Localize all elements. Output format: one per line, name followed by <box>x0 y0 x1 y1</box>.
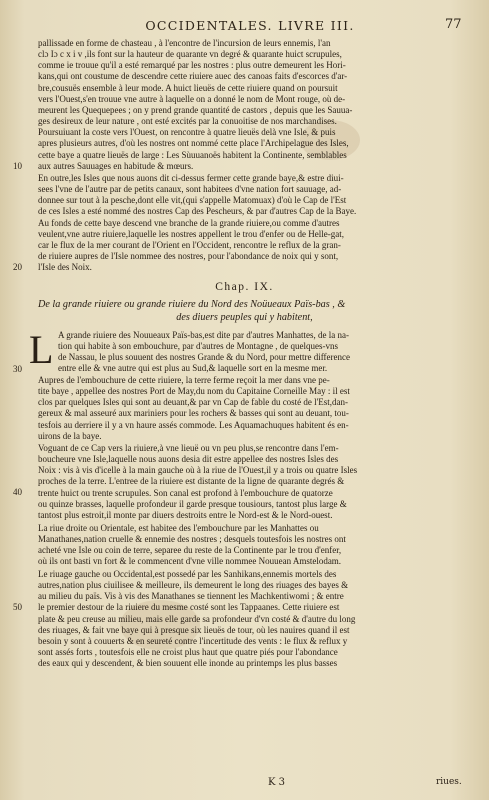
drop-cap-initial: L <box>29 327 54 372</box>
text-line: où ils ont basti vn fort & le commencent d'vne ville nommee Nouuean Amstelodam. <box>38 556 342 567</box>
text-line: entre elle & vne autre qui est plus au Sud,& laquelle sort en la mesme mer. <box>58 363 328 374</box>
text-line: tesfois au derriere il y a vn haure assés commode. Les Aquamachuques habitent és en- <box>38 419 349 430</box>
text-line: de riuiere aupres de l'Isle nommee des nostres, pour l'abondance de noix qui y sont, <box>38 251 339 262</box>
paragraph-block1 <box>38 38 470 172</box>
text-line: de Nassau, le plus souuent des nostres Grande & du Nord, pour mettre difference <box>58 352 351 363</box>
text-line: La riue droite ou Orientale, est habitee des l'embouchure par les Manhattes ou <box>38 523 319 533</box>
text-line: autres,nation plus ciuilisee & meilleure, ils demeurent le long des riuages des bayes & <box>38 580 349 591</box>
chapter-heading: Chap. IX. <box>215 281 274 293</box>
text-line: vers l'Ouest,s'en trouue vne autre à laquelle on a donné le nom de Mont rouge, où de- <box>38 93 346 104</box>
text-line: cette baye a quatre lieuës de large : Les Sùuuanoës habitent la Continente, semblables <box>38 149 347 160</box>
text-line: comme ie trouue qu'il a esté remarqué par les nostres : plus outre demeurent les Hori- <box>38 60 346 71</box>
text-line: A grande riuiere des Nouueaux Païs-bas,est dite par d'autres Manhattes, de la na- <box>58 330 350 340</box>
page-number: 77 <box>445 17 462 32</box>
text-line: donnee sur tout à la pesche,dont elle vit,(qui s'appelle Matomuax) d'où le Cap de l'Est <box>38 195 347 206</box>
margin-line-number: 50 <box>13 602 22 612</box>
text-line: plate & peu creuse au milieu, mais elle garde sa profondeur d'vn costé & d'autre du long <box>38 613 356 624</box>
text-line: meurent les Quequepees ; on y prend grande quantité de castors , depuis que les Sauua- <box>38 104 353 115</box>
text-line: clɔ Iɔ c x i v ,ils font sur la hauteur de quarante vn degré & quarante huict scrupules, <box>38 49 342 60</box>
text-line: gereux & mal asseuré aux mariniers pour les rochers & basses qui sont au deuant, tou- <box>38 408 349 419</box>
text-line: sees l'vne de l'autre par de petits canaux, sont habitees d'vne nation fort sauuage, ad- <box>38 184 342 195</box>
text-line: uirons de la baye. <box>38 430 102 441</box>
text-line: En outre,les Isles que nous auons dit ci-dessus fermer cette grande baye,& estre diui- <box>38 173 344 183</box>
text-line: le premier destour de la riuiere du mesme costé sont les Tappaanes. Cette riuiere est <box>38 602 340 613</box>
text-line: l'Isle des Noix. <box>38 262 92 273</box>
text-line: pallissade en forme de chasteau , à l'encontre de l'incursion de leurs ennemis, l'an <box>38 38 331 48</box>
margin-line-number: 30 <box>13 364 22 374</box>
text-line: clos par quelques Isles qui sont au deuant,& par vn Cap de fable du costé de l'Est,dan- <box>38 397 349 408</box>
margin-line-number: 20 <box>13 262 22 272</box>
text-line: boucheure vne Isle,laquelle nous auons desia dit estre appellee des nostres Isles des <box>38 454 339 465</box>
text-line: besoin y sont à couuerts & en seureté contre l'incertitude des vents : le flux & reflux y <box>38 635 348 646</box>
text-line: de ces Isles a esté nommé des nostres Cap des Pescheurs, & par d'autres Cap de la Baye. <box>38 206 357 217</box>
paragraph-block5 <box>38 443 470 521</box>
paragraph-block6 <box>38 523 470 568</box>
text-line: kans,qui ont coustume de descendre cette riuiere auec des canoas faits d'escorces d'ar- <box>38 71 348 82</box>
text-line: aux autres Sauuages en habitude & mœurs. <box>38 160 194 171</box>
text-line: Voguant de ce Cap vers la riuiere,à vne lieuë ou vn peu plus,se rencontre dans l'em- <box>38 443 339 453</box>
text-line: proches de la terre. L'entree de la riuiere est distante de la ligne de quarante degrés & <box>38 476 345 487</box>
text-line: tite baye , appellee des nostres Port de May,du nom du Capitaine Corneille May : il est <box>38 386 350 397</box>
paragraph-block3 <box>58 330 470 375</box>
text-line: au milieu du païs. Vis à vis des Manathanes se tiennent les Machkentiwomi ; & entre <box>38 591 344 602</box>
chapter-subtitle-line2: des diuers peuples qui y habitent, <box>176 312 313 323</box>
text-line: acheté vne Isle ou coin de terre, separee du reste de la Continente par le trou d'enfer, <box>38 545 342 556</box>
chapter-subtitle-line1: De la grande riuiere ou grande riuiere du Nord des Noüueaux Païs-bas , & <box>38 299 346 310</box>
text-line: Poursuiuant la coste vers l'Ouest, on rencontre à quatre lieuës delà vne Isle, & puis <box>38 127 336 138</box>
text-line: Au fonds de cette baye descend vne branche de la grande riuiere,ou comme d'autres <box>38 217 340 228</box>
signature-mark: K 3 <box>268 777 286 788</box>
text-line: car le flux de la mer courant de l'Orient en l'Occident, rencontre le reflux de la gran- <box>38 239 341 250</box>
text-line: des eaux qui y descendent, & bien souuent elle inonde au printemps les plus basses <box>38 658 338 669</box>
text-line: bre,cousuës ensemble à leur mode. A huict lieuës de cette riuiere quand on poursuit <box>38 82 338 93</box>
text-line: sont assés forts , toutesfois elle ne croist plus haut que quatre piés pour l'abondance <box>38 647 338 658</box>
margin-line-number: 10 <box>13 161 22 171</box>
text-line: Noix : vis à vis d'icelle à la main gauche où à la riue de l'Ouest,il y a trois ou quatre Isles <box>38 465 358 476</box>
paragraph-block7 <box>38 569 470 669</box>
catchword: riues. <box>436 777 462 787</box>
text-line: Le riuage gauche ou Occidental,est possedé par les Sanhikans,ennemis mortels des <box>38 569 337 579</box>
text-line: veulent,vne autre riuiere,laquelle les nostres appellent le trou d'enfer ou de Helle-gat, <box>38 228 344 239</box>
margin-line-number: 40 <box>13 487 22 497</box>
text-line: tion qui habite à son embouchure, par d'autres de Montagne , de quelques-vns <box>58 341 339 352</box>
text-line: ou quinze brasses, laquelle profondeur il garde presque tousiours, tantost plus large & <box>38 498 347 509</box>
text-line: tantost plus estroit,il monte par diuers destroits entre le Nord-est & le Nord-ouest. <box>38 509 333 520</box>
text-line: ges desireux de leur nature , ont esté excités par la conuoitise de nos marchandises. <box>38 116 337 127</box>
paragraph-block4 <box>38 375 470 442</box>
text-line: Manathanes,nation cruelle & ennemie des nostres ; desquels toutesfois les nostres ont <box>38 534 346 545</box>
text-line: Aupres de l'embouchure de cette riuiere, la terre ferme reçoit la mer dans vne pe- <box>38 375 330 385</box>
text-line: apres plusieurs autres, d'où les nostres ont nommé cette place l'Archipelague des Isles, <box>38 138 349 149</box>
running-head: OCCIDENTALES. LIVRE III. <box>145 18 355 33</box>
paragraph-block2 <box>38 173 470 273</box>
text-line: des riuages, & fait vne baye qui à presque six lieuës de tour, où les nauires quand il est <box>38 624 350 635</box>
text-line: trente huict ou trente scrupules. Son canal est profond à l'embouchure de quatorze <box>38 487 333 498</box>
